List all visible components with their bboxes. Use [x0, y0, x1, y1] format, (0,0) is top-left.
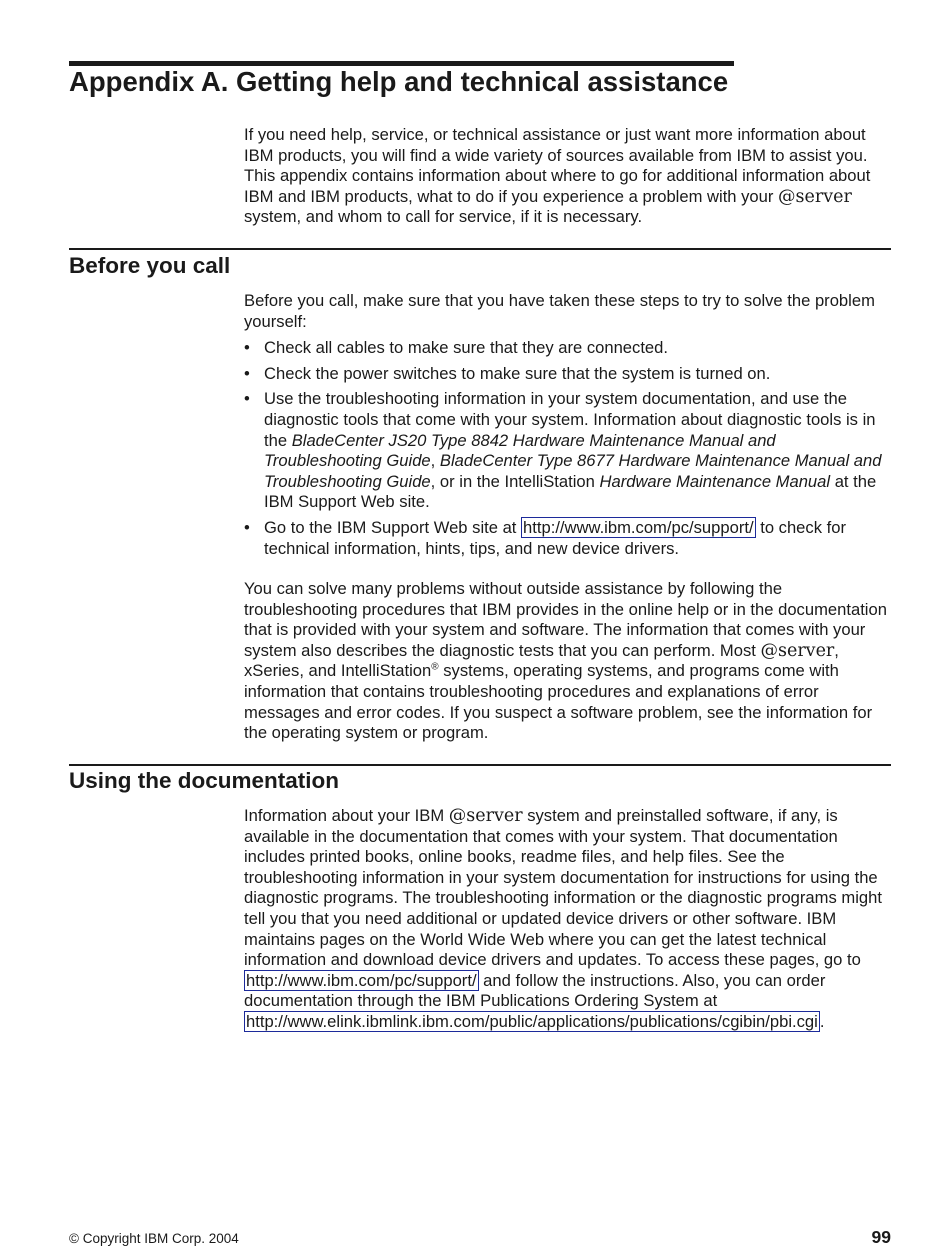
manual-title-js20: BladeCenter JS20 Type 8842 Hardware Maintenance Manual and Troubleshooting Guide: [264, 430, 776, 471]
section-heading-using-documentation: Using the documentation: [69, 768, 339, 793]
list-item-text: to check for technical information, hints, tips, and new device drivers.: [264, 517, 846, 558]
eserver-logo-text: @server: [760, 640, 835, 661]
list-item-text: Use the troubleshooting information in your system documentation, and use the diagnostic tools that come with your system. Information about diagnostic tools is in the: [264, 389, 876, 450]
intro-paragraph: [244, 125, 894, 228]
footer-copyright: © Copyright IBM Corp. 2004: [69, 1231, 239, 1246]
paragraph-text: You can solve many problems without outside assistance by following the troubleshooting procedures that IBM provides in the online help or in the documentation that is provided with your system and software. The information that comes with your system also describes the diagnostic tests that you can perform. Most: [244, 579, 887, 660]
intro-text-end: system, and whom to call for service, if it is necessary.: [244, 207, 643, 227]
checklist: [244, 338, 894, 559]
list-item: [244, 389, 894, 513]
manual-title-intellistation: Hardware Maintenance Manual: [599, 471, 831, 491]
bullet: •: [244, 517, 250, 537]
registered-mark: ®: [431, 661, 439, 673]
bullet: •: [244, 363, 250, 383]
list-item: [244, 338, 894, 359]
list-item-text: Check the power switches to make sure that the system is turned on.: [264, 363, 771, 383]
paragraph-text: systems, operating systems, and programs come with information that contains troubleshooting procedures and explanations of error messages and error codes. If you suspect a software problem, see the information for the operating system or program.: [244, 661, 873, 743]
support-link[interactable]: http://www.ibm.com/pc/support/: [523, 517, 754, 537]
before-you-call-lead: Before you call, make sure that you have taken these steps to try to solve the problem yourself:: [244, 291, 875, 331]
list-item-text: Check all cables to make sure that they are connected.: [264, 338, 669, 358]
section-rule-before-you-call: [69, 248, 891, 250]
list-item-text: , or in the IntelliStation: [430, 471, 600, 491]
using-documentation-paragraph: [244, 806, 894, 1033]
eserver-logo-text: @server: [448, 806, 523, 826]
section-rule-using-documentation: [69, 764, 891, 766]
troubleshooting-paragraph: [244, 579, 894, 744]
paragraph-text: and follow the instructions. Also, you can order documentation through the IBM Publications Ordering System at: [244, 970, 826, 1011]
bullet: •: [244, 389, 250, 409]
list-item-text: ,: [430, 451, 440, 471]
list-item-text: Go to the IBM Support Web site at: [264, 517, 522, 537]
paragraph-text: system and preinstalled software, if any, is available in the documentation that comes with your system. That documentation includes printed books, online books, readme files, and help files. See the troubleshooting information in your system documentation for instructions for using the diagnostic programs. The troubleshooting information or the diagnostic programs might tell you that you need additional or updated device drivers or other software. IBM maintains pages on the World Wide Web where you can get the latest technical information and download device drivers and updates. To access these pages, go to: [244, 806, 882, 970]
eserver-logo-text: @server: [778, 186, 852, 207]
before-you-call-section: [244, 291, 894, 564]
support-link[interactable]: http://www.ibm.com/pc/support/: [246, 970, 477, 990]
paragraph-text: .: [819, 1011, 825, 1031]
page-number: 99: [871, 1227, 891, 1247]
list-item: [244, 518, 894, 559]
paragraph-text: Information about your IBM: [244, 806, 449, 825]
list-item-text: at the IBM Support Web site.: [264, 471, 877, 512]
paragraph-text: , xSeries, and IntelliStation: [244, 640, 839, 681]
publications-ordering-link[interactable]: http://www.elink.ibmlink.ibm.com/public/applications/publications/cgibin/pbi.cgi: [246, 1011, 818, 1031]
list-item: [244, 364, 894, 385]
intro-text: If you need help, service, or technical assistance or just want more information about IBM products, you will find a wide variety of sources available from IBM to assist you. This appendix contains information about where to go for additional information about IBM and IBM products, what to do if you experience a problem with your: [244, 125, 871, 206]
bullet: •: [244, 338, 250, 358]
manual-title-8677: BladeCenter Type 8677 Hardware Maintenance Manual and Troubleshooting Guide: [264, 451, 882, 491]
section-heading-before-you-call: Before you call: [69, 253, 231, 278]
page-title: Appendix A. Getting help and technical assistance: [69, 66, 729, 97]
